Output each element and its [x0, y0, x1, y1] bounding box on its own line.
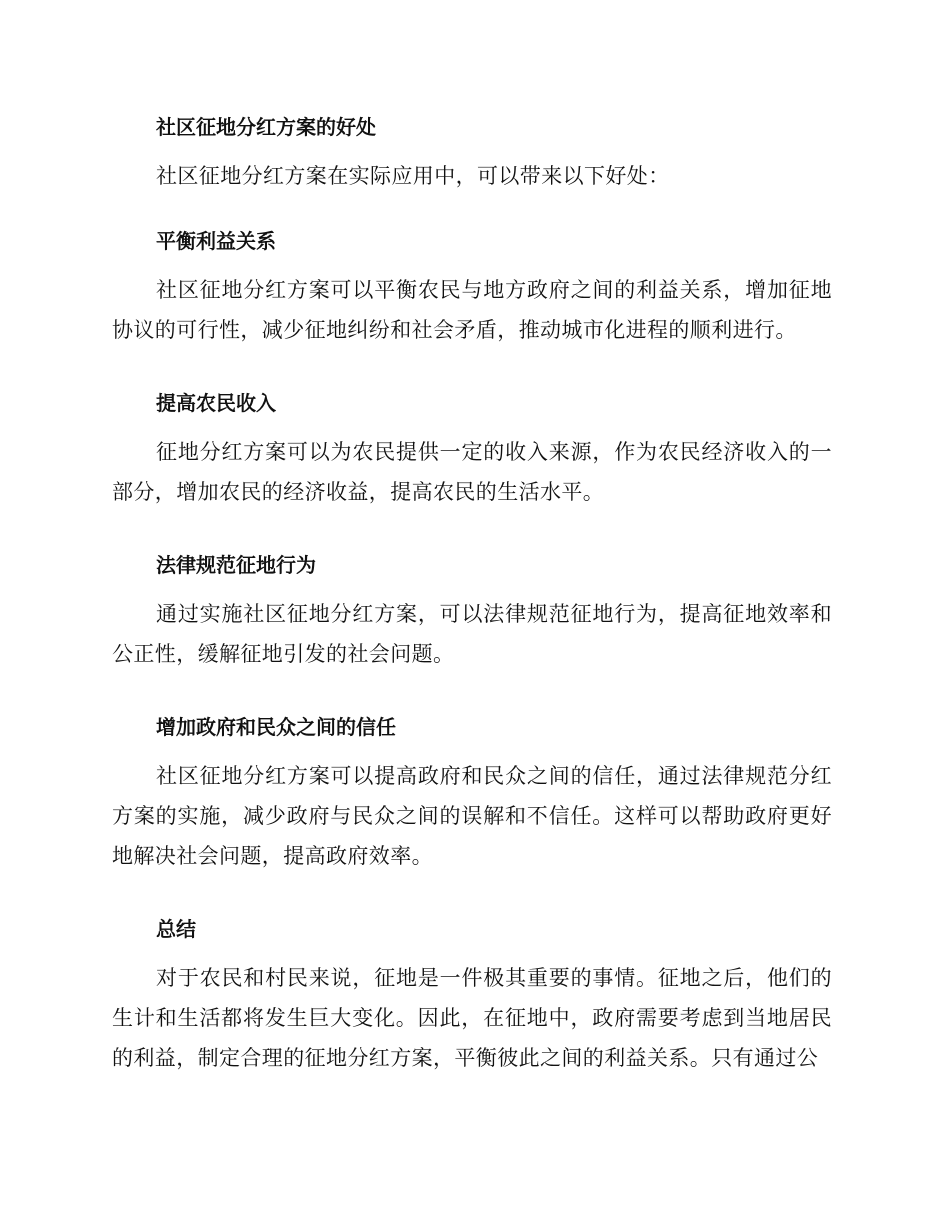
section-heading-increase-income: 提高农民收入 — [156, 391, 276, 415]
section-paragraph-benefits: 社区征地分红方案在实际应用中，可以带来以下好处： — [156, 164, 670, 188]
section-heading-benefits: 社区征地分红方案的好处 — [156, 115, 376, 139]
document-page — [112, 110, 832, 1114]
section-paragraph-legal-regulation: 通过实施社区征地分红方案，可以法律规范征地行为，提高征地效率和公正性，缓解征地引发的社会问题。 — [112, 602, 832, 666]
section-paragraph-balance-interests: 社区征地分红方案可以平衡农民与地方政府之间的利益关系，增加征地协议的可行性，减少征地纠纷和社会矛盾，推动城市化进程的顺利进行。 — [112, 278, 832, 342]
section-heading-legal-regulation: 法律规范征地行为 — [156, 553, 316, 577]
section-heading-balance-interests: 平衡利益关系 — [156, 229, 276, 253]
section-heading-trust: 增加政府和民众之间的信任 — [156, 715, 396, 739]
section-paragraph-trust: 社区征地分红方案可以提高政府和民众之间的信任，通过法律规范分红方案的实施，减少政府与民众之间的误解和不信任。这样可以帮助政府更好地解决社会问题，提高政府效率。 — [112, 764, 832, 868]
section-heading-summary: 总结 — [156, 917, 196, 941]
section-paragraph-summary: 对于农民和村民来说，征地是一件极其重要的事情。征地之后，他们的生计和生活都将发生巨大变化。因此，在征地中，政府需要考虑到当地居民的利益，制定合理的征地分红方案，平衡彼此之间的利益关系。只有通过公 — [112, 966, 832, 1070]
section-paragraph-increase-income: 征地分红方案可以为农民提供一定的收入来源，作为农民经济收入的一部分，增加农民的经济收益，提高农民的生活水平。 — [112, 440, 832, 504]
